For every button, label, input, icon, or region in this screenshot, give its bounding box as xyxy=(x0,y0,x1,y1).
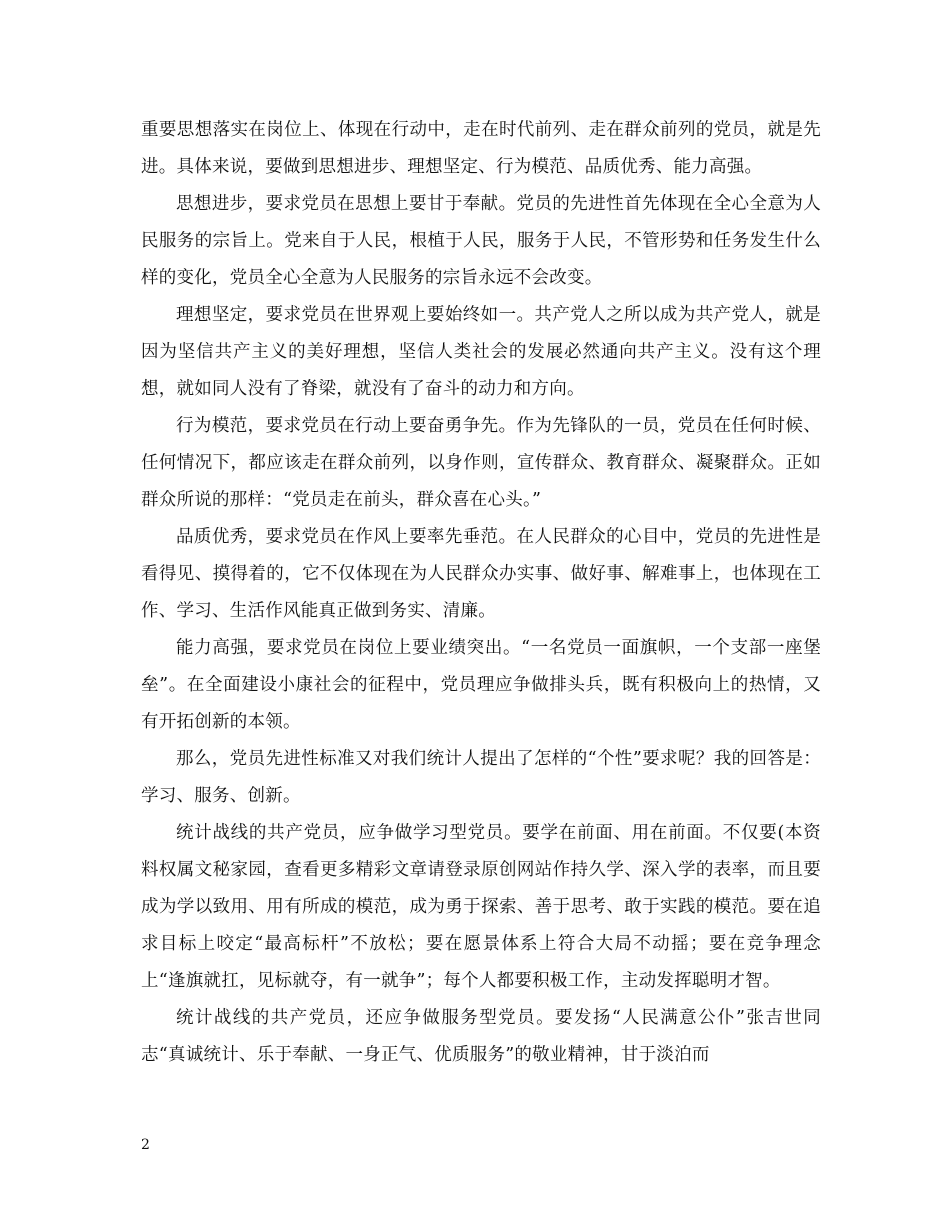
paragraph: 那么，党员先进性标准又对我们统计人提出了怎样的“个性”要求呢？我的回答是：学习、服务、创新。 xyxy=(141,749,821,806)
paragraph: 行为模范，要求党员在行动上要奋勇争先。作为先锋队的一员，党员在任何时候、任何情况下，都应该走在群众前列，以身作则，宣传群众、教育群众、凝聚群众。正如群众所说的那样：“党员走在前头，群众喜在心头。” xyxy=(141,416,821,510)
paragraph: 能力高强，要求党员在岗位上要业绩突出。“一名党员一面旗帜，一个支部一座堡垒”。在全面建设小康社会的征程中，党员理应争做排头兵，既有积极向上的热情，又有开拓创新的本领。 xyxy=(141,638,821,732)
paragraph: 统计战线的共产党员，应争做学习型党员。要学在前面、用在前面。不仅要(本资料权属文秘家园，查看更多精彩文章请登录原创网站作持久学、深入学的表率，而且要成为学以致用、用有所成的模范，成为勇于探索、善于思考、敢于实践的模范。要在追求目标上咬定“最高标杆”不放松；要在愿景体系上符合大局不动摇；要在竞争理念上“逢旗就扛，见标就夺，有一就争”；每个人都要积极工作，主动发挥聪明才智。 xyxy=(141,823,821,991)
paragraph: 统计战线的共产党员，还应争做服务型党员。要发扬“人民满意公仆”张吉世同志“真诚统计、乐于奉献、一身正气、优质服务”的敬业精神，甘于淡泊而 xyxy=(141,1008,821,1065)
paragraph: 思想进步，要求党员在思想上要甘于奉献。党员的先进性首先体现在全心全意为人民服务的宗旨上。党来自于人民，根植于人民，服务于人民，不管形势和任务发生什么样的变化，党员全心全意为人民服务的宗旨永远不会改变。 xyxy=(141,194,821,288)
paragraph: 重要思想落实在岗位上、体现在行动中，走在时代前列、走在群众前列的党员，就是先进。具体来说，要做到思想进步、理想坚定、行为模范、品质优秀、能力高强。 xyxy=(141,120,821,177)
paragraph: 理想坚定，要求党员在世界观上要始终如一。共产党人之所以成为共产党人，就是因为坚信共产主义的美好理想，坚信人类社会的发展必然通向共产主义。没有这个理想，就如同人没有了脊梁，就没有了奋斗的动力和方向。 xyxy=(141,305,821,399)
page-number: 2 xyxy=(141,1137,150,1153)
document-body xyxy=(141,112,821,1074)
paragraph: 品质优秀，要求党员在作风上要率先垂范。在人民群众的心目中，党员的先进性是看得见、摸得着的，它不仅体现在为人民群众办实事、做好事、解难事上，也体现在工作、学习、生活作风能真正做到务实、清廉。 xyxy=(141,527,821,621)
